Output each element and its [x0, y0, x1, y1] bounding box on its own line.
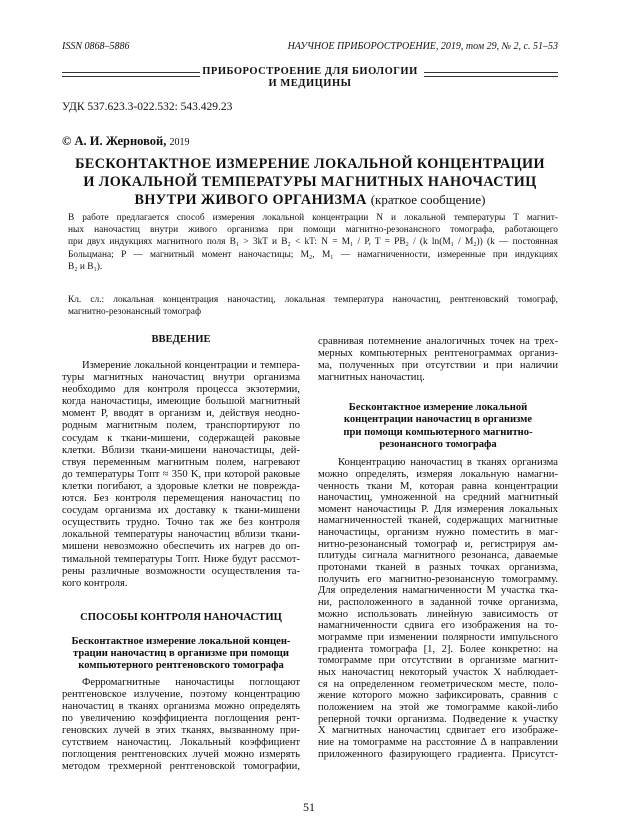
text-line: кого контроля.: [62, 577, 128, 589]
text-line: градиента томографа [1, 2]. Более конкретно: на: [318, 643, 558, 655]
subsection-heading-xray: [62, 636, 300, 673]
abstract: [68, 212, 558, 273]
text-line: поглощения рентгеновских лучей можно измерять: [62, 749, 300, 761]
text-line: мишени невозможно обеспечить их нагрев до оп-: [62, 541, 300, 553]
text-line: клетки. Вблизи ткани-мишени наночастицы, дей-: [62, 444, 300, 456]
text-line: ются. Без контроля перемещения наночастиц по: [62, 493, 300, 505]
text-line: получить его магнитно-резонансную томограмму.: [318, 573, 558, 585]
text-line: момент наночастицы P. Для измерения локальных: [318, 503, 558, 515]
text-line: необходимо для контроля процесса экзотермии,: [62, 384, 300, 396]
text-line: сосудам организма их доставку к ткани-мишени: [62, 505, 300, 517]
title-line: [62, 191, 558, 210]
text-line: Концентрацию наночастиц в тканях организма: [338, 457, 558, 469]
title-line: БЕСКОНТАКТНОЕ ИЗМЕРЕНИЕ ЛОКАЛЬНОЙ КОНЦЕНТРАЦИИ: [75, 156, 545, 172]
xray-paragraph: [62, 677, 300, 774]
text-line: намагниченностей тканей, содержащих магнитные: [318, 515, 558, 527]
author-year: 2019: [169, 137, 190, 148]
text-line: мограмме при изменении полярности импульсного: [318, 632, 558, 644]
abstract-line: B₂ и B₁).: [68, 261, 103, 272]
title-note: (краткое сообщение): [370, 192, 486, 207]
text-line: тимальной температуры Tопт. Ниже будут рассмот-: [62, 553, 300, 565]
text-line: до температуры Tопт ≈ 350 K, при которой раковые: [62, 468, 300, 480]
subheading-line: резонансного томографа: [379, 438, 497, 450]
text-line: ма, полученных при отсутствии и при наличии: [318, 360, 558, 371]
continued-paragraph: [318, 336, 558, 384]
text-line: плитуды сигнала магнитного резонанса, даваемые: [318, 550, 558, 562]
section-heading-intro: ВВЕДЕНИЕ: [151, 334, 211, 345]
journal-citation: НАУЧНОЕ ПРИБОРОСТРОЕНИЕ, 2019, том 29, № 2, с. 51–53: [287, 41, 558, 52]
text-line: сравнивая потемнение аналогичных точек на трех-: [318, 336, 558, 347]
subsection-heading-mri: [318, 402, 558, 451]
text-line: можно использовать линейную зависимость от: [318, 608, 558, 620]
text-line: клетки погибают, а здоровые клетки не поврежда-: [62, 480, 300, 492]
abstract-line: при двух индукциях магнитного поля B₁ > 3kT и B₂ < kT: N = M₁ / P, T = PB₂ / (k ln(M₁ / M₂)) (k — постоянная: [68, 237, 558, 248]
left-column: [62, 334, 300, 773]
text-line: Для определения намагниченности M участка тка-: [318, 585, 558, 597]
section-heading-methods: СПОСОБЫ КОНТРОЛЯ НАНОЧАСТИЦ: [80, 611, 282, 623]
text-line: осуществить трудно. Точно так же без контроля: [62, 517, 300, 529]
text-line: мерных компьютерных рентгенограммах организ-: [318, 348, 558, 359]
text-line: нитно-резонансный томограф и, регистрируя ам-: [318, 538, 558, 550]
subheading-line: Бесконтактное измерение локальной: [348, 402, 528, 413]
page-number: 51: [303, 800, 315, 814]
abstract-line: ных наночастиц внутри живого организма при помощи магнитно-резонансного томографа, работающего: [68, 225, 558, 236]
mri-paragraph: [318, 457, 558, 760]
text-line: геновских лучей в этих тканях, вызванному при-: [62, 725, 300, 737]
subheading-line: компьютерного рентгеновского томографа: [78, 660, 284, 672]
subheading-line: трации наночастиц в организме при помощи: [73, 648, 289, 660]
text-line: можно определять, измеряя локальную намагни-: [318, 468, 558, 480]
text-line: когда наночастицы, имеющие большой магнитный: [62, 396, 300, 408]
text-line: родным магнитным полем, транспортируют по: [62, 420, 300, 432]
text-line: ченность ткани M, которая равна концентрации: [318, 480, 558, 492]
abstract-line: В работе предлагается способ измерения локальной концентрации N и локальной температуры T магнит-: [68, 213, 558, 223]
journal-issn: ISSN 0868–5886: [62, 41, 130, 52]
author-name: © А. И. Жерновой,: [62, 134, 167, 148]
text-line: Измерение локальной концентрации и темпера-: [82, 360, 300, 371]
rubric-line: ПРИБОРОСТРОЕНИЕ ДЛЯ БИОЛОГИИ: [202, 66, 418, 77]
subheading-line: при помощи компьютерного магнитно-: [343, 426, 533, 438]
text-line: сутствием наночастиц. Локальный коэффициент: [62, 737, 300, 749]
text-line: магнитных наночастиц.: [318, 372, 425, 383]
keywords-line: магнитно-резонансный томограф: [68, 307, 202, 318]
text-line: положением на этой же томограмме какой-либо: [318, 701, 558, 713]
text-line: ние на томограмме на расстояние Δ в направлении: [318, 736, 558, 748]
text-line: жение которого можно зафиксировать, сравнив с: [318, 690, 558, 702]
rubric-line: И МЕДИЦИНЫ: [268, 77, 352, 89]
text-line: рены различные возможности осуществления та-: [62, 565, 300, 577]
right-column: [318, 336, 558, 760]
title-line-text: ВНУТРИ ЖИВОГО ОРГАНИЗМА: [134, 192, 367, 208]
text-line: ни, расположенного в заданной точке организма,: [318, 597, 558, 609]
keywords-line: Кл. сл.: локальная концентрация наночастиц, локальная температура наночастиц, рентгеновский томограф,: [68, 295, 558, 305]
title-line: И ЛОКАЛЬНОЙ ТЕМПЕРАТУРЫ МАГНИТНЫХ НАНОЧАСТИЦ: [83, 173, 537, 190]
text-line: наночастиц, умноженной на средний магнитный: [318, 492, 558, 504]
text-line: приложенного фазирующего градиента. Присутст-: [318, 748, 558, 760]
text-line: ся на определенном геометрическом месте, поло-: [318, 678, 558, 690]
text-line: момент P, вводят в организм и, действуя неодно-: [62, 408, 300, 420]
rubric-heading: [62, 66, 558, 89]
text-line: протонами тканей в разных точках организма,: [318, 562, 558, 574]
text-line: по увеличению коэффициента поглощения рент-: [62, 712, 300, 724]
udk-code: УДК 537.623.3-022.532: 543.429.23: [62, 101, 233, 113]
text-line: туры магнитных наночастиц внутри организма: [62, 372, 300, 384]
keywords: [68, 294, 558, 318]
text-line: сосудам к ткани-мишени, содержащей раковые: [62, 432, 300, 444]
author-line: [62, 134, 189, 149]
subheading-line: Бесконтактное измерение локальной концен-: [71, 635, 291, 647]
text-line: наночастицы, организм нужно поместить в маг-: [318, 527, 558, 539]
subheading-line: концентрации наночастиц в организме: [343, 414, 533, 426]
text-line: локальной температуры наночастиц вблизи ткани-: [62, 529, 300, 541]
text-line: Ферромагнитные наночастицы поглощают: [82, 676, 300, 688]
text-line: рентгеновское излучение, поэтому концентрацию: [62, 688, 300, 700]
text-line: наночастиц в тканях организма можно определять: [62, 700, 300, 712]
text-line: методом трехмерной рентгеновской томографии,: [62, 761, 300, 773]
article-title: [62, 156, 558, 210]
abstract-line: Больцмана; P — магнитный момент наночастицы; M₂, M₁ — намагниченности, измеренные при индукциях: [68, 249, 558, 260]
text-line: ствуя переменным магнитным полем, нагревают: [62, 456, 300, 468]
text-line: ных наночастиц некоторый участок X наблюдает-: [318, 667, 558, 678]
text-line: X магнитных наночастиц сдвигает его изображе-: [318, 725, 558, 737]
text-line: реперной точки организма. Подведение к участку: [318, 713, 558, 725]
intro-paragraph: [62, 360, 300, 590]
text-line: томограмме при отсутствии в организме магнит-: [318, 655, 558, 667]
text-line: намагниченности сдвига его изображения на то-: [318, 620, 558, 632]
